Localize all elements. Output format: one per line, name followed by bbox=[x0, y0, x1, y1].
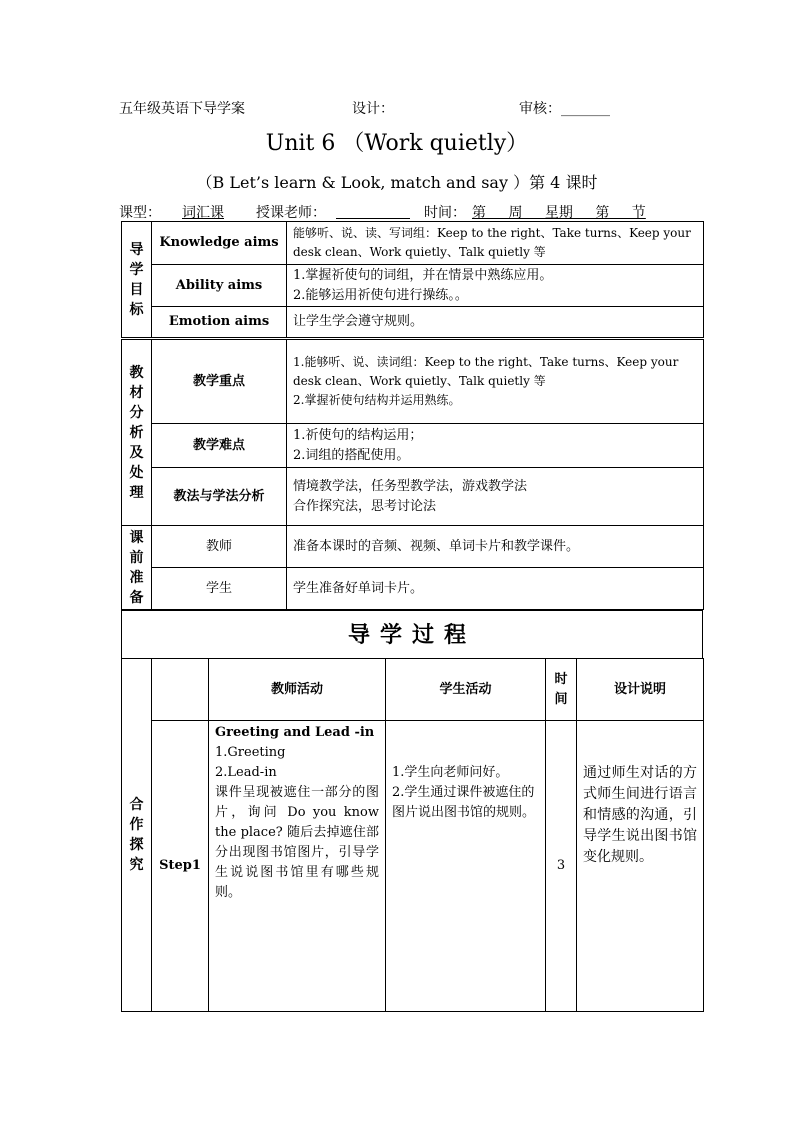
teacher-prep-label: 教师 bbox=[152, 526, 287, 568]
teacher-activity-text: 1.Greeting 2.Lead-in 课件呈现被遮住一部分的图片，询问 Do you know the place? 随后去掉遮住部分出现图书馆图片，引导学生说说图书馆里有哪些规则。 bbox=[215, 745, 379, 900]
key-points-label: 教学重点 bbox=[152, 340, 287, 424]
difficult-points-label: 教学难点 bbox=[152, 424, 287, 468]
analysis-table bbox=[121, 339, 704, 610]
ability-aims-content: 1.掌握祈使句的词组，并在情景中熟练应用。 2.能够运用祈使句进行操练。。 bbox=[287, 265, 704, 307]
objectives-table bbox=[121, 221, 704, 338]
emotion-aims-content: 让学生学会遵守规则。 bbox=[287, 307, 704, 338]
process-group-label: 合作探究 bbox=[122, 659, 152, 1012]
step-label: Step1 bbox=[152, 721, 209, 1012]
ability-aims-label: Ability aims bbox=[152, 265, 287, 307]
teacher-activity-header: 教师活动 bbox=[209, 659, 386, 721]
student-activity-text: 1.学生向老师问好。 2.学生通过课件被遮住的图片说出图书馆的规则。 bbox=[386, 721, 546, 1012]
student-activity-header: 学生活动 bbox=[386, 659, 546, 721]
lesson-type-value: 词汇课 bbox=[182, 205, 224, 221]
designer-label: 设计： bbox=[352, 101, 394, 117]
time-header: 时间 bbox=[546, 659, 577, 721]
lesson-type-label: 课型： bbox=[119, 205, 161, 221]
student-prep-label: 学生 bbox=[152, 568, 287, 610]
course-name: 五年级英语下导学案 bbox=[119, 101, 245, 117]
lesson-subtitle: （B Let’s learn & Look, match and say ）第 4 课时 bbox=[196, 173, 598, 192]
step-title: Greeting and Lead -in bbox=[215, 725, 375, 740]
time-value: 3 bbox=[546, 721, 577, 1012]
process-heading-table bbox=[121, 610, 703, 659]
time-value: 第 周 星期 第 节 bbox=[472, 205, 646, 221]
objectives-group-label: 导学目标 bbox=[122, 222, 152, 338]
process-heading: 导学过程 bbox=[122, 611, 703, 659]
key-points-content: 1.能够听、说、读词组：Keep to the right、Take turns、Keep your desk clean、Work quietly、Talk quietly 等 2.掌握祈使句结构并运用熟练。 bbox=[287, 340, 704, 424]
knowledge-aims-content: 能够听、说、读、写词组：Keep to the right、Take turns、Keep your desk clean、Work quietly、Talk quietly 等 bbox=[287, 222, 704, 265]
step-column-header bbox=[152, 659, 209, 721]
knowledge-aims-label: Knowledge aims bbox=[152, 222, 287, 265]
teacher-prep-content: 准备本课时的音频、视频、单词卡片和教学课件。 bbox=[287, 526, 704, 568]
student-prep-content: 学生准备好单词卡片。 bbox=[287, 568, 704, 610]
emotion-aims-label: Emotion aims bbox=[152, 307, 287, 338]
teacher-value bbox=[336, 202, 410, 219]
prep-group-label: 课前准备 bbox=[122, 526, 152, 610]
design-notes: 通过师生对话的方式师生间进行语言和情感的沟通，引导学生说出图书馆变化规则。 bbox=[577, 721, 704, 1012]
methods-label: 教法与学法分析 bbox=[152, 468, 287, 526]
teacher-activity-cell bbox=[209, 721, 386, 1012]
notes-header: 设计说明 bbox=[577, 659, 704, 721]
methods-content: 情境教学法，任务型教学法，游戏教学法 合作探究法，思考讨论法 bbox=[287, 468, 704, 526]
process-table bbox=[121, 658, 704, 1012]
analysis-group-label: 教材分析及处理 bbox=[122, 340, 152, 526]
page-title: Unit 6 （Work quietly） bbox=[265, 131, 529, 156]
reviewer-label: 审核：_______ bbox=[519, 101, 610, 117]
time-label: 时间： bbox=[424, 205, 466, 221]
teacher-label: 授课老师： bbox=[256, 205, 326, 221]
difficult-points-content: 1.祈使句的结构运用； 2.词组的搭配使用。 bbox=[287, 424, 704, 468]
